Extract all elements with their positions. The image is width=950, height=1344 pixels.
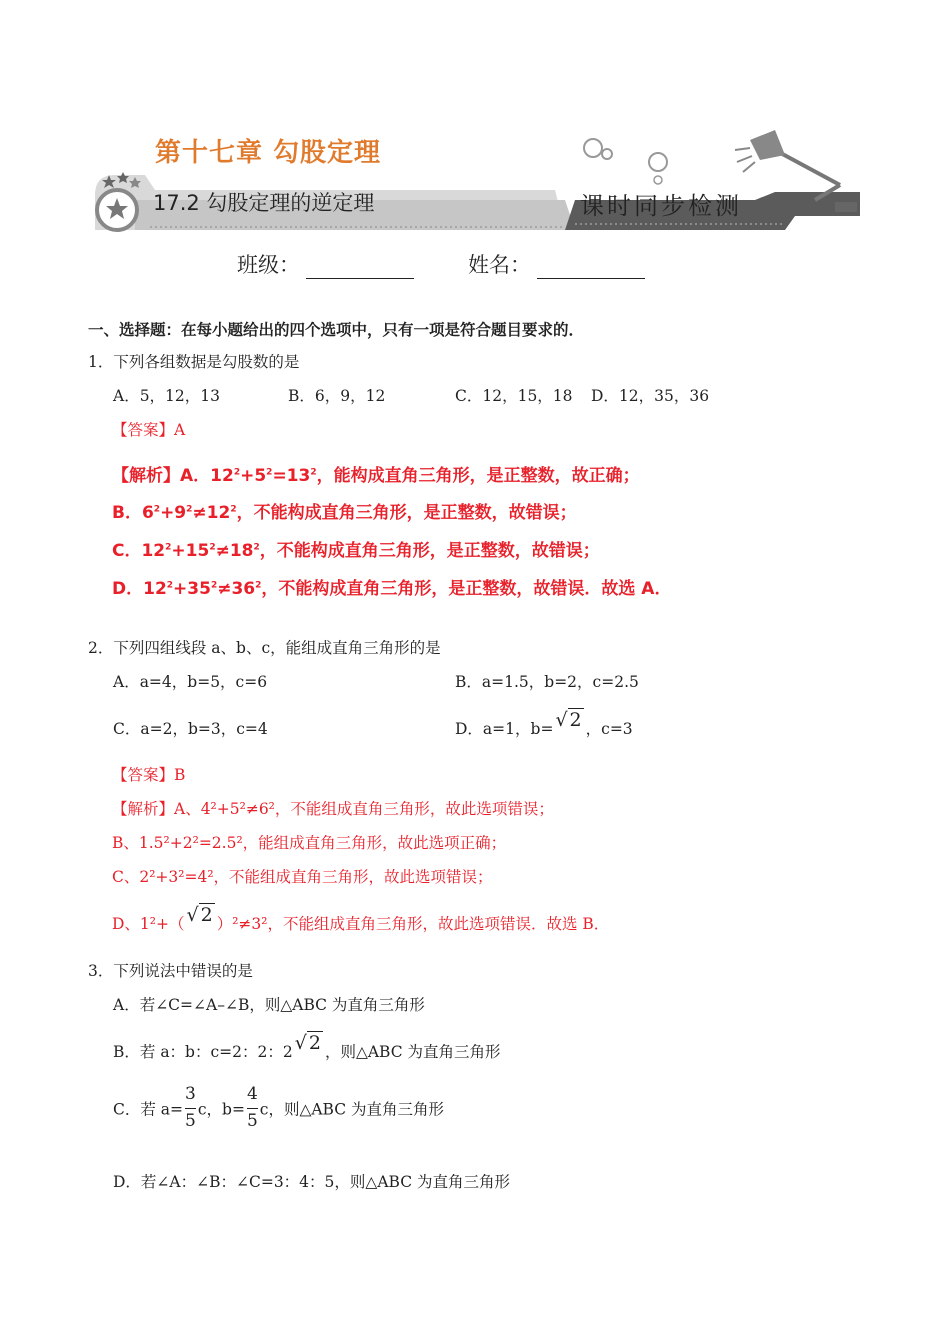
q1-explanation-d: D．$12^2+35^2\ne 36^2$，不能构成直角三角形，是正整数，故错误．故选 A． [112, 579, 672, 599]
q1-explanation-a: 【解析】A．$12^2+5^2=13^2$，能构成直角三角形，是正整数，故正确； [112, 466, 640, 486]
part1-heading: 一、选择题：在每小题给出的四个选项中，只有一项是符合题目要求的． [88, 321, 585, 339]
sqrt-symbol: √ 2 [294, 1032, 321, 1054]
q1-explanation-c: C．$12^2+15^2\ne 18^2$，不能构成直角三角形，是正整数，故错误； [112, 541, 600, 561]
q2-explanation-c: C、2²+3²=4²，不能组成直角三角形，故此选项错误； [112, 868, 493, 886]
section-title: 17.2 勾股定理的逆定理 [153, 191, 375, 215]
q1-option-c: C．12，15，18 [455, 387, 573, 405]
brand-label: 课时同步检测 [580, 192, 742, 220]
q3-option-a: A．若∠C=∠A–∠B，则△ABC 为直角三角形 [113, 996, 425, 1014]
q1-answer: 【答案】A [112, 421, 186, 439]
q3-option-c: C．若 a= $\frac{3}{5}$ c，b= $\frac{4}{5}$ c，则△ABC 为直角三角形 [113, 1084, 445, 1131]
q3-option-b: B．若 a：b：c=2：2：2 √ 2 ，则△ABC 为直角三角形 [113, 1032, 501, 1061]
q2-explanation-d: D、1²+（ √ 2 ）²≠3²，不能组成直角三角形，故此选项错误．故选 B． [112, 904, 610, 933]
q1-option-b: B．6，9，12 [288, 387, 386, 405]
q2-option-d: D．a=1，b= √ 2 ，c=3 [455, 709, 633, 738]
q1-explanation-b: B．$6^2+9^2\ne 12^2$，不能构成直角三角形，是正整数，故错误； [112, 503, 577, 523]
q2-explanation-b: B、1.5²+2²=2.5²，能组成直角三角形，故此选项正确； [112, 834, 507, 852]
q2-option-c: C．a=2，b=3，c=4 [113, 720, 268, 738]
name-label: 姓名： [468, 253, 531, 277]
q1-option-a: A．5，12，13 [113, 387, 221, 405]
q2-stem: 2．下列四组线段 a、b、c，能组成直角三角形的是 [88, 639, 441, 657]
fraction: $\frac{4}{5}$ [246, 1084, 258, 1131]
q2-option-b: B．a=1.5，b=2，c=2.5 [455, 673, 639, 691]
q1-option-d: D．12，35，36 [591, 387, 710, 405]
chapter-title: 第十七章 勾股定理 [155, 138, 382, 168]
q2-explanation-a: 【解析】A、4²+5²≠6²，不能组成直角三角形，故此选项错误； [112, 800, 554, 818]
q3-option-d: D．若∠A：∠B：∠C=3：4：5，则△ABC 为直角三角形 [113, 1173, 510, 1191]
q1-stem: 1．下列各组数据是勾股数的是 [88, 353, 300, 371]
q3-stem: 3．下列说法中错误的是 [88, 962, 253, 980]
sqrt-symbol: √ 2 [186, 904, 213, 926]
q2-option-a: A．a=4，b=5，c=6 [113, 673, 268, 691]
fraction: $\frac{3}{5}$ [185, 1084, 196, 1131]
class-label: 班级： [237, 253, 300, 277]
q2-answer: 【答案】B [112, 766, 186, 784]
name-blank[interactable] [537, 258, 645, 279]
sqrt-symbol: √ 2 [555, 709, 582, 731]
class-blank[interactable] [306, 258, 414, 279]
class-field [237, 249, 414, 279]
name-field [468, 249, 645, 279]
